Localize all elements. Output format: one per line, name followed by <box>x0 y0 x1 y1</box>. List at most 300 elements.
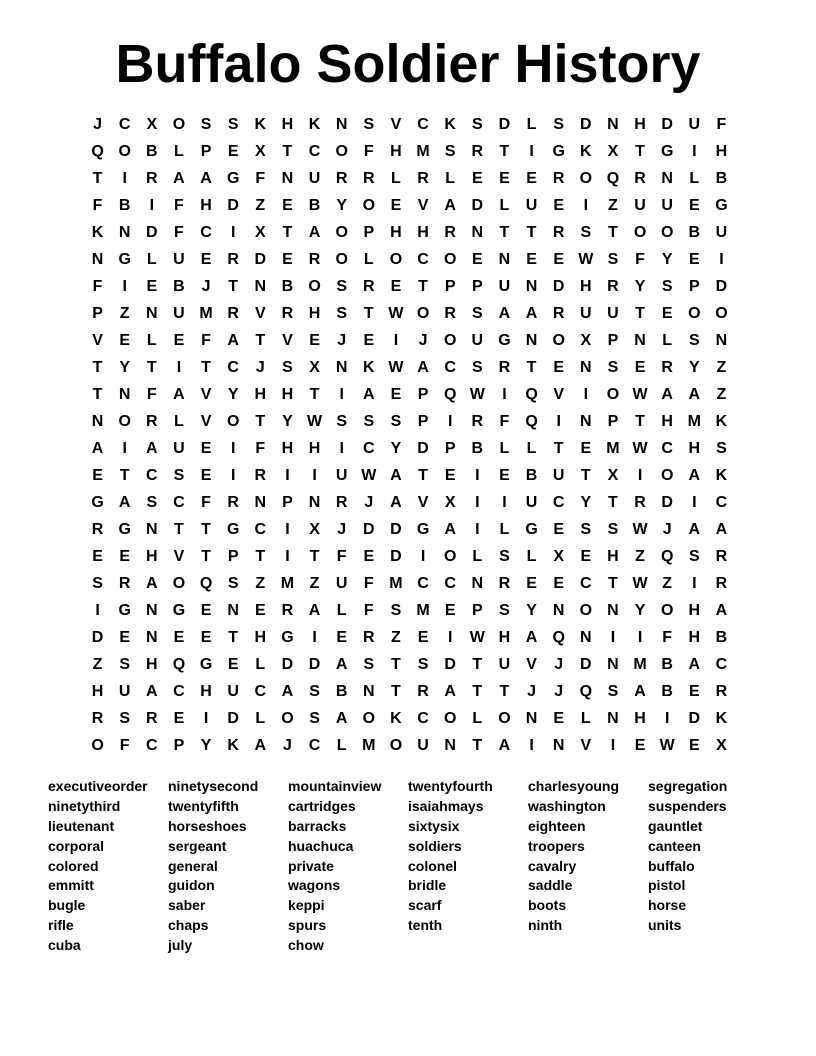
grid-cell[interactable]: G <box>118 251 131 268</box>
grid-cell[interactable]: D <box>146 224 158 241</box>
grid-cell[interactable]: A <box>308 602 321 619</box>
grid-cell[interactable]: W <box>388 359 404 376</box>
grid-cell[interactable]: R <box>552 224 565 241</box>
grid-cell[interactable]: R <box>308 251 321 268</box>
grid-cell[interactable]: H <box>254 386 267 403</box>
grid-cell[interactable]: I <box>583 386 589 403</box>
grid-cell[interactable]: J <box>93 116 103 133</box>
grid-cell[interactable]: B <box>688 224 701 241</box>
grid-cell[interactable]: N <box>335 359 348 376</box>
grid-cell[interactable]: T <box>255 332 266 349</box>
grid-cell[interactable]: F <box>92 278 103 295</box>
grid-cell[interactable]: B <box>715 629 728 646</box>
grid-cell[interactable]: V <box>92 332 103 349</box>
grid-cell[interactable]: I <box>339 386 344 403</box>
grid-cell[interactable]: O <box>416 305 430 322</box>
grid-cell[interactable]: R <box>281 305 294 322</box>
grid-cell[interactable]: S <box>471 305 483 322</box>
grid-cell[interactable]: S <box>499 602 510 619</box>
grid-cell[interactable]: A <box>227 332 239 349</box>
grid-cell[interactable]: N <box>607 116 619 133</box>
grid-cell[interactable]: C <box>715 494 728 511</box>
grid-cell[interactable]: A <box>634 683 646 700</box>
grid-cell[interactable]: O <box>606 386 620 403</box>
grid-cell[interactable]: O <box>443 332 457 349</box>
grid-cell[interactable]: D <box>661 494 673 511</box>
grid-cell[interactable]: S <box>607 521 619 538</box>
grid-cell[interactable]: I <box>475 521 480 538</box>
grid-cell[interactable]: T <box>472 683 483 700</box>
grid-cell[interactable]: S <box>336 278 348 295</box>
grid-cell[interactable]: N <box>118 224 131 241</box>
grid-cell[interactable]: I <box>475 467 480 484</box>
grid-cell[interactable]: Y <box>282 413 293 430</box>
grid-cell[interactable]: A <box>308 224 321 241</box>
grid-cell[interactable]: F <box>201 332 211 349</box>
grid-cell[interactable]: O <box>389 737 403 754</box>
grid-cell[interactable]: P <box>417 386 429 403</box>
grid-cell[interactable]: H <box>254 629 267 646</box>
grid-cell[interactable]: N <box>634 332 646 349</box>
grid-cell[interactable]: E <box>227 143 239 160</box>
grid-cell[interactable]: F <box>146 386 157 403</box>
grid-cell[interactable]: U <box>525 197 538 214</box>
grid-cell[interactable]: P <box>173 737 185 754</box>
grid-cell[interactable]: V <box>553 386 565 403</box>
grid-cell[interactable]: C <box>308 737 321 754</box>
grid-cell[interactable]: T <box>608 575 618 592</box>
grid-cell[interactable]: O <box>498 710 511 727</box>
grid-cell[interactable]: H <box>498 629 511 646</box>
grid-cell[interactable]: X <box>309 359 320 376</box>
grid-cell[interactable]: S <box>336 413 348 430</box>
grid-cell[interactable]: I <box>556 413 561 430</box>
grid-cell[interactable]: E <box>553 197 565 214</box>
grid-cell[interactable]: D <box>444 656 456 673</box>
grid-cell[interactable]: N <box>281 170 294 187</box>
grid-cell[interactable]: J <box>282 737 292 754</box>
grid-cell[interactable]: I <box>692 575 697 592</box>
grid-cell[interactable]: O <box>660 224 674 241</box>
grid-cell[interactable]: E <box>119 332 131 349</box>
grid-cell[interactable]: I <box>95 602 100 619</box>
grid-cell[interactable]: L <box>526 116 537 133</box>
grid-cell[interactable]: R <box>146 170 158 187</box>
grid-cell[interactable]: E <box>444 467 456 484</box>
grid-cell[interactable]: D <box>390 548 402 565</box>
grid-cell[interactable]: S <box>499 548 510 565</box>
grid-cell[interactable]: R <box>227 251 239 268</box>
grid-cell[interactable]: K <box>227 737 239 754</box>
grid-cell[interactable]: N <box>91 413 104 430</box>
grid-cell[interactable]: T <box>255 413 266 430</box>
grid-cell[interactable]: R <box>417 170 429 187</box>
grid-cell[interactable]: Q <box>199 575 213 592</box>
grid-cell[interactable]: E <box>254 602 266 619</box>
grid-cell[interactable]: I <box>285 467 290 484</box>
grid-cell[interactable]: N <box>254 278 267 295</box>
grid-cell[interactable]: G <box>525 521 538 538</box>
grid-cell[interactable]: U <box>661 197 673 214</box>
grid-cell[interactable]: M <box>606 440 620 457</box>
grid-cell[interactable]: U <box>580 305 592 322</box>
grid-cell[interactable]: E <box>336 629 348 646</box>
grid-cell[interactable]: X <box>254 143 266 160</box>
grid-cell[interactable]: M <box>389 575 403 592</box>
grid-cell[interactable]: Q <box>579 683 593 700</box>
grid-cell[interactable]: A <box>390 494 402 511</box>
grid-cell[interactable]: I <box>610 629 616 646</box>
grid-cell[interactable]: T <box>635 143 645 160</box>
grid-cell[interactable]: Y <box>634 602 646 619</box>
grid-cell[interactable]: S <box>119 710 131 727</box>
grid-cell[interactable]: H <box>634 710 646 727</box>
grid-cell[interactable]: K <box>91 224 104 241</box>
grid-cell[interactable]: S <box>716 440 727 457</box>
grid-cell[interactable]: K <box>308 116 321 133</box>
grid-cell[interactable]: L <box>336 737 347 754</box>
grid-cell[interactable]: C <box>118 116 131 133</box>
grid-cell[interactable]: H <box>661 413 673 430</box>
grid-cell[interactable]: T <box>418 278 428 295</box>
grid-cell[interactable]: P <box>444 278 456 295</box>
grid-cell[interactable]: S <box>92 575 103 592</box>
grid-cell[interactable]: C <box>580 575 592 592</box>
grid-cell[interactable]: L <box>255 656 266 673</box>
grid-cell[interactable]: G <box>281 629 294 646</box>
grid-cell[interactable]: J <box>418 332 428 349</box>
grid-cell[interactable]: E <box>200 602 212 619</box>
grid-cell[interactable]: S <box>200 116 212 133</box>
grid-cell[interactable]: R <box>281 602 294 619</box>
grid-cell[interactable]: D <box>390 521 402 538</box>
grid-cell[interactable]: X <box>254 224 266 241</box>
grid-cell[interactable]: H <box>634 116 646 133</box>
grid-cell[interactable]: N <box>227 602 239 619</box>
grid-cell[interactable]: U <box>417 737 429 754</box>
grid-cell[interactable]: S <box>309 710 320 727</box>
grid-cell[interactable]: N <box>471 224 484 241</box>
grid-cell[interactable]: T <box>608 224 618 241</box>
grid-cell[interactable]: O <box>688 305 701 322</box>
grid-cell[interactable]: T <box>363 305 374 322</box>
grid-cell[interactable]: W <box>469 386 485 403</box>
grid-cell[interactable]: X <box>553 548 565 565</box>
grid-cell[interactable]: S <box>444 143 456 160</box>
grid-cell[interactable]: M <box>416 602 430 619</box>
grid-cell[interactable]: K <box>580 143 592 160</box>
grid-cell[interactable]: O <box>579 602 593 619</box>
grid-cell[interactable]: Z <box>119 305 130 322</box>
grid-cell[interactable]: N <box>525 278 538 295</box>
grid-cell[interactable]: O <box>172 116 186 133</box>
grid-cell[interactable]: O <box>389 251 403 268</box>
grid-cell[interactable]: I <box>502 494 507 511</box>
grid-cell[interactable]: N <box>661 170 673 187</box>
grid-cell[interactable]: O <box>362 197 376 214</box>
grid-cell[interactable]: R <box>146 413 158 430</box>
grid-cell[interactable]: N <box>308 494 321 511</box>
grid-cell[interactable]: A <box>525 305 538 322</box>
grid-cell[interactable]: I <box>230 440 236 457</box>
grid-cell[interactable]: Y <box>227 386 239 403</box>
grid-cell[interactable]: L <box>499 440 510 457</box>
grid-cell[interactable]: T <box>228 629 239 646</box>
grid-cell[interactable]: T <box>201 548 211 565</box>
grid-cell[interactable]: N <box>444 737 456 754</box>
grid-cell[interactable]: P <box>607 413 619 430</box>
grid-cell[interactable]: H <box>308 440 321 457</box>
grid-cell[interactable]: T <box>608 494 618 511</box>
grid-cell[interactable]: U <box>335 575 348 592</box>
grid-cell[interactable]: E <box>688 737 700 754</box>
grid-cell[interactable]: P <box>688 278 700 295</box>
grid-cell[interactable]: R <box>227 305 239 322</box>
grid-cell[interactable]: I <box>447 629 453 646</box>
grid-cell[interactable]: R <box>363 170 375 187</box>
grid-cell[interactable]: A <box>173 386 185 403</box>
grid-cell[interactable]: Z <box>255 575 266 592</box>
grid-cell[interactable]: E <box>580 440 592 457</box>
grid-cell[interactable]: E <box>580 548 592 565</box>
grid-cell[interactable]: N <box>254 494 267 511</box>
grid-cell[interactable]: D <box>552 278 565 295</box>
grid-cell[interactable]: F <box>255 440 266 457</box>
grid-cell[interactable]: P <box>92 305 103 322</box>
grid-cell[interactable]: C <box>173 683 185 700</box>
grid-cell[interactable]: R <box>552 305 565 322</box>
grid-cell[interactable]: R <box>146 710 158 727</box>
grid-cell[interactable]: G <box>118 521 131 538</box>
grid-cell[interactable]: T <box>119 467 130 484</box>
grid-cell[interactable]: L <box>336 602 347 619</box>
grid-cell[interactable]: Y <box>661 251 673 268</box>
grid-cell[interactable]: A <box>715 602 728 619</box>
grid-cell[interactable]: E <box>553 251 565 268</box>
grid-cell[interactable]: Z <box>662 575 673 592</box>
grid-cell[interactable]: I <box>637 629 643 646</box>
grid-cell[interactable]: A <box>525 629 538 646</box>
grid-cell[interactable]: V <box>390 116 402 133</box>
grid-cell[interactable]: V <box>282 332 293 349</box>
grid-cell[interactable]: Z <box>391 629 401 646</box>
grid-cell[interactable]: Q <box>443 386 457 403</box>
grid-cell[interactable]: F <box>174 224 184 241</box>
grid-cell[interactable]: E <box>661 305 673 322</box>
grid-cell[interactable]: I <box>230 224 236 241</box>
grid-cell[interactable]: S <box>688 548 700 565</box>
grid-cell[interactable]: S <box>309 683 320 700</box>
grid-cell[interactable]: E <box>92 467 103 484</box>
grid-cell[interactable]: Y <box>580 494 592 511</box>
grid-cell[interactable]: U <box>688 116 701 133</box>
grid-cell[interactable]: U <box>471 332 484 349</box>
grid-cell[interactable]: I <box>285 548 290 565</box>
grid-cell[interactable]: L <box>174 413 184 430</box>
grid-cell[interactable]: R <box>471 143 484 160</box>
grid-cell[interactable]: N <box>580 359 592 376</box>
grid-cell[interactable]: W <box>307 413 323 430</box>
grid-cell[interactable]: I <box>230 467 236 484</box>
grid-cell[interactable]: O <box>335 251 348 268</box>
grid-cell[interactable]: H <box>200 197 212 214</box>
grid-cell[interactable]: T <box>580 467 591 484</box>
grid-cell[interactable]: L <box>499 521 510 538</box>
grid-cell[interactable]: R <box>715 683 728 700</box>
grid-cell[interactable]: T <box>282 143 293 160</box>
grid-cell[interactable]: C <box>715 656 728 673</box>
grid-cell[interactable]: P <box>363 224 375 241</box>
grid-cell[interactable]: H <box>146 656 158 673</box>
grid-cell[interactable]: G <box>416 521 430 538</box>
grid-cell[interactable]: D <box>254 251 267 268</box>
grid-cell[interactable]: A <box>281 683 294 700</box>
grid-cell[interactable]: R <box>444 305 456 322</box>
grid-cell[interactable]: H <box>688 602 701 619</box>
grid-cell[interactable]: H <box>390 143 402 160</box>
grid-cell[interactable]: S <box>390 413 402 430</box>
grid-cell[interactable]: C <box>200 224 212 241</box>
grid-cell[interactable]: Z <box>608 197 618 214</box>
grid-cell[interactable]: I <box>664 710 670 727</box>
grid-cell[interactable]: J <box>337 521 347 538</box>
grid-cell[interactable]: L <box>689 170 700 187</box>
grid-cell[interactable]: E <box>173 629 185 646</box>
grid-cell[interactable]: T <box>146 359 157 376</box>
grid-cell[interactable]: N <box>607 710 619 727</box>
grid-cell[interactable]: E <box>146 278 158 295</box>
grid-cell[interactable]: L <box>391 170 401 187</box>
grid-cell[interactable]: I <box>447 413 453 430</box>
grid-cell[interactable]: R <box>417 683 429 700</box>
grid-cell[interactable]: E <box>92 548 103 565</box>
grid-cell[interactable]: W <box>659 737 675 754</box>
grid-cell[interactable]: T <box>553 440 564 457</box>
grid-cell[interactable]: N <box>146 305 158 322</box>
grid-cell[interactable]: A <box>335 710 348 727</box>
grid-cell[interactable]: D <box>91 629 104 646</box>
grid-cell[interactable]: Y <box>688 359 700 376</box>
grid-cell[interactable]: T <box>255 548 266 565</box>
grid-cell[interactable]: C <box>254 521 267 538</box>
grid-cell[interactable]: B <box>471 440 484 457</box>
grid-cell[interactable]: H <box>390 224 402 241</box>
grid-cell[interactable]: G <box>715 197 728 214</box>
grid-cell[interactable]: N <box>146 521 158 538</box>
grid-cell[interactable]: E <box>553 710 565 727</box>
grid-cell[interactable]: N <box>580 629 592 646</box>
grid-cell[interactable]: B <box>661 683 673 700</box>
grid-cell[interactable]: B <box>335 683 348 700</box>
grid-cell[interactable]: I <box>529 737 534 754</box>
grid-cell[interactable]: V <box>417 197 429 214</box>
grid-cell[interactable]: E <box>363 548 375 565</box>
grid-cell[interactable]: D <box>661 116 673 133</box>
grid-cell[interactable]: T <box>309 386 320 403</box>
grid-cell[interactable]: H <box>715 143 728 160</box>
grid-cell[interactable]: O <box>91 737 104 754</box>
grid-cell[interactable]: N <box>552 737 565 754</box>
grid-cell[interactable]: I <box>692 143 697 160</box>
grid-cell[interactable]: R <box>335 494 348 511</box>
grid-cell[interactable]: S <box>363 116 375 133</box>
grid-cell[interactable]: A <box>688 656 701 673</box>
grid-cell[interactable]: E <box>390 278 402 295</box>
grid-cell[interactable]: F <box>92 197 103 214</box>
grid-cell[interactable]: F <box>363 143 374 160</box>
grid-cell[interactable]: B <box>525 467 538 484</box>
grid-cell[interactable]: V <box>417 494 429 511</box>
grid-cell[interactable]: L <box>146 251 157 268</box>
grid-cell[interactable]: A <box>417 359 429 376</box>
grid-cell[interactable]: E <box>282 197 293 214</box>
grid-cell[interactable]: S <box>363 656 375 673</box>
grid-cell[interactable]: N <box>335 116 348 133</box>
grid-cell[interactable]: I <box>122 278 127 295</box>
grid-cell[interactable]: E <box>634 359 646 376</box>
grid-cell[interactable]: L <box>363 251 374 268</box>
grid-cell[interactable]: S <box>607 683 619 700</box>
grid-cell[interactable]: H <box>200 683 212 700</box>
grid-cell[interactable]: L <box>526 548 537 565</box>
grid-cell[interactable]: O <box>226 413 240 430</box>
grid-cell[interactable]: Y <box>526 602 537 619</box>
grid-cell[interactable]: X <box>444 494 456 511</box>
grid-cell[interactable]: R <box>607 278 619 295</box>
grid-cell[interactable]: A <box>200 170 212 187</box>
grid-cell[interactable]: D <box>363 521 375 538</box>
grid-cell[interactable]: D <box>308 656 321 673</box>
grid-cell[interactable]: C <box>146 737 158 754</box>
grid-cell[interactable]: E <box>173 710 185 727</box>
grid-cell[interactable]: V <box>580 737 592 754</box>
grid-cell[interactable]: N <box>552 602 565 619</box>
grid-cell[interactable]: U <box>607 305 619 322</box>
grid-cell[interactable]: B <box>118 197 131 214</box>
grid-cell[interactable]: H <box>281 116 294 133</box>
grid-cell[interactable]: W <box>632 521 648 538</box>
grid-cell[interactable]: C <box>308 143 321 160</box>
grid-cell[interactable]: R <box>661 359 673 376</box>
grid-cell[interactable]: S <box>553 116 565 133</box>
grid-cell[interactable]: R <box>227 494 239 511</box>
grid-cell[interactable]: G <box>226 170 240 187</box>
grid-cell[interactable]: S <box>580 521 592 538</box>
grid-cell[interactable]: V <box>200 386 212 403</box>
grid-cell[interactable]: T <box>526 224 537 241</box>
grid-cell[interactable]: R <box>91 710 104 727</box>
grid-cell[interactable]: C <box>552 494 565 511</box>
grid-cell[interactable]: D <box>417 440 429 457</box>
grid-cell[interactable]: D <box>471 197 484 214</box>
grid-cell[interactable]: C <box>363 440 375 457</box>
grid-cell[interactable]: D <box>227 710 239 727</box>
grid-cell[interactable]: Y <box>390 440 402 457</box>
grid-cell[interactable]: B <box>715 170 728 187</box>
grid-cell[interactable]: Q <box>91 143 104 160</box>
grid-cell[interactable]: V <box>254 305 266 322</box>
grid-cell[interactable]: S <box>146 494 158 511</box>
grid-cell[interactable]: S <box>227 575 239 592</box>
grid-cell[interactable]: F <box>255 170 266 187</box>
grid-cell[interactable]: J <box>201 278 211 295</box>
grid-cell[interactable]: T <box>499 683 510 700</box>
grid-cell[interactable]: W <box>469 629 485 646</box>
grid-cell[interactable]: G <box>226 521 240 538</box>
grid-cell[interactable]: T <box>282 224 293 241</box>
grid-cell[interactable]: W <box>632 440 648 457</box>
grid-cell[interactable]: E <box>526 575 537 592</box>
